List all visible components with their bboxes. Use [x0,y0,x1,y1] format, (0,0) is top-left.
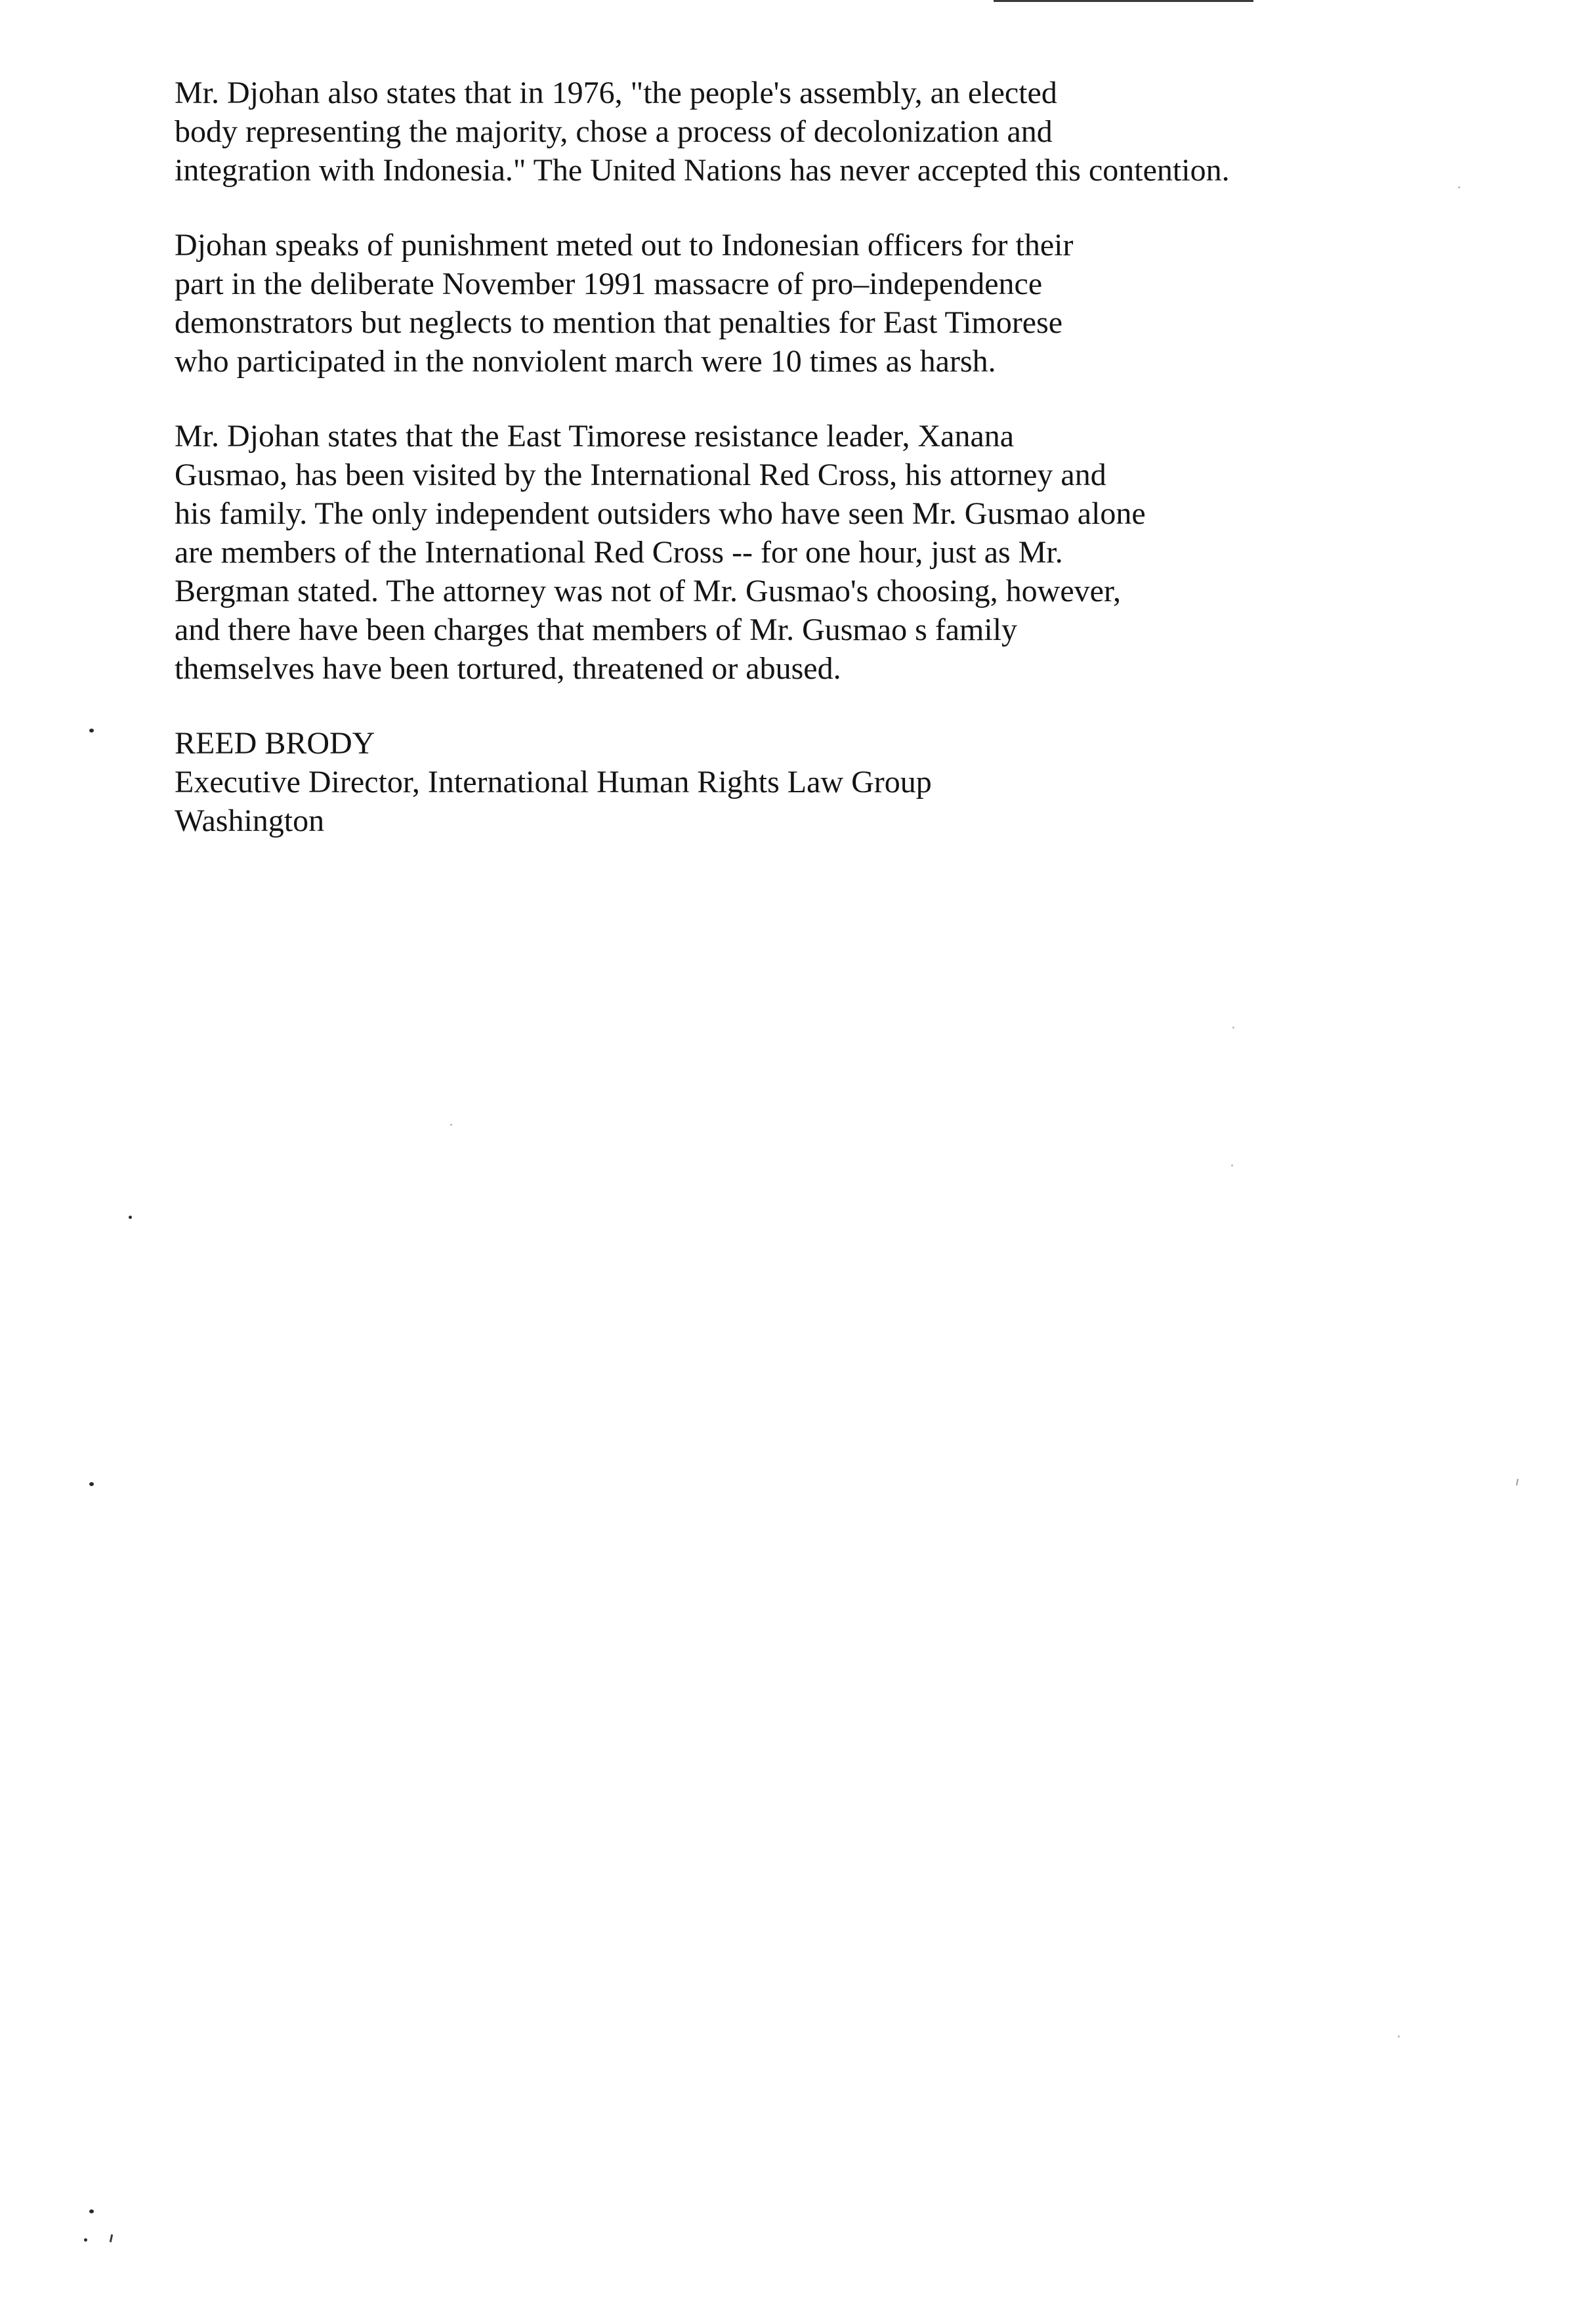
signature-location: Washington [175,803,325,838]
paragraph-3 [175,417,1421,688]
paragraph-1 [175,74,1421,190]
paragraph-line: themselves have been tortured, threatened or abused. [175,651,841,686]
paragraph-line: who participated in the nonviolent march were 10 times as harsh. [175,344,996,379]
scan-speck [1398,2035,1400,2037]
paragraph-line: demonstrators but neglects to mention that penalties for East Timorese [175,305,1063,340]
scan-speck [1232,1027,1234,1029]
scan-mark [110,2234,113,2242]
paragraph-line: his family. The only independent outsiders who have seen Mr. Gusmao alone [175,496,1146,531]
scan-speck [1458,186,1460,188]
paragraph-line: body representing the majority, chose a process of decolonization and [175,114,1053,149]
paragraph-line: Mr. Djohan states that the East Timorese resistance leader, Xanana [175,419,1015,454]
scan-speck [89,729,94,733]
scan-speck [89,1482,94,1486]
scan-mark [1516,1479,1519,1485]
scan-speck [129,1216,132,1219]
paragraph-line: and there have been charges that members of Mr. Gusmao s family [175,612,1018,647]
paragraph-line: Djohan speaks of punishment meted out to Indonesian officers for their [175,228,1074,263]
paragraph-line: integration with Indonesia." The United Nations has never accepted this contention. [175,153,1230,188]
scan-speck [1231,1164,1233,1166]
letter-body [175,74,1421,840]
signature-block [175,724,1421,840]
signature-name: REED BRODY [175,726,375,761]
paragraph-line: are members of the International Red Cross -- for one hour, just as Mr. [175,535,1063,570]
paragraph-line: Mr. Djohan also states that in 1976, "the people's assembly, an elected [175,75,1057,110]
scan-speck [89,2209,94,2213]
signature-title: Executive Director, International Human Rights Law Group [175,765,932,799]
scan-speck [84,2238,87,2242]
paragraph-2 [175,226,1421,381]
paragraph-line: part in the deliberate November 1991 massacre of pro–independence [175,266,1043,301]
paragraph-line: Gusmao, has been visited by the International Red Cross, his attorney and [175,458,1106,492]
scan-speck [450,1124,452,1126]
top-rule [994,0,1253,2]
paragraph-line: Bergman stated. The attorney was not of Mr. Gusmao's choosing, however, [175,574,1122,608]
